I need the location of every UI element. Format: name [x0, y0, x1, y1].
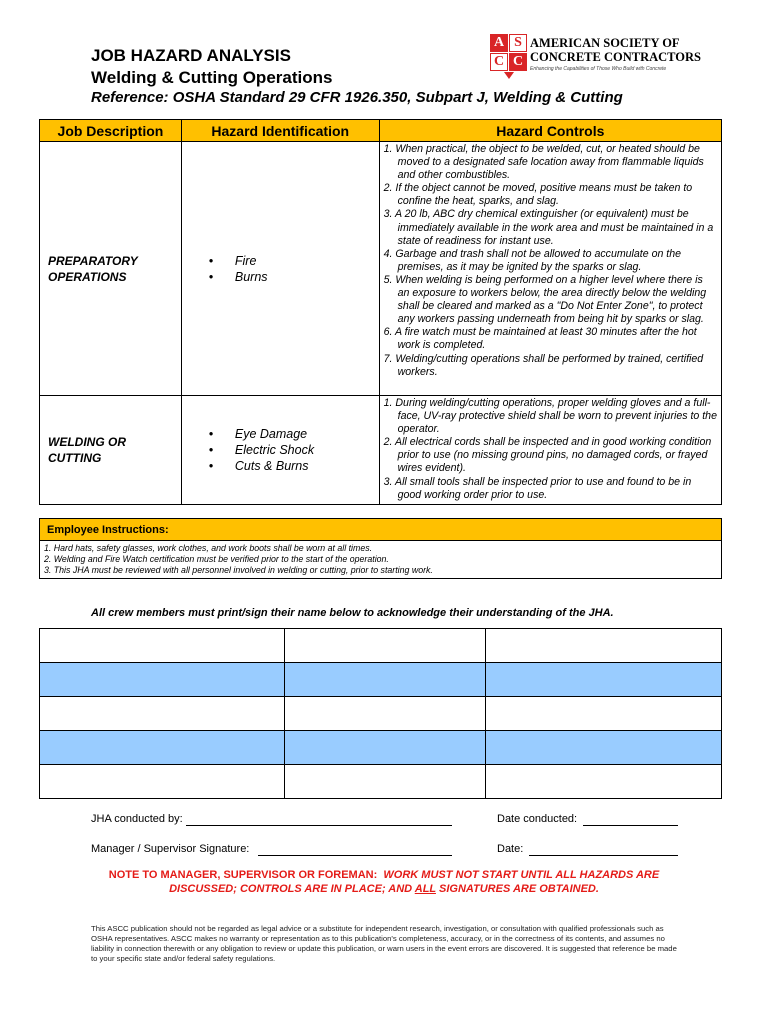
signature-cell[interactable] [284, 629, 486, 663]
job-line: WELDING OR [48, 434, 126, 449]
control-item: 2. All electrical cords shall be inspected and in good working condition prior to use (no missing ground pins, no damaged cords, or frayed wires evident). [383, 436, 712, 475]
col-hazard-controls: Hazard Controls [379, 120, 721, 142]
instruction-item: 3. This JHA must be reviewed with all personnel involved in welding or cutting, prior to starting work. [44, 565, 433, 575]
date-label: Date: [497, 843, 524, 855]
signature-cell[interactable] [284, 697, 486, 731]
manager-signature-label: Manager / Supervisor Signature: [91, 843, 250, 855]
date-conducted-line[interactable] [583, 825, 678, 826]
warning-part5: SIGNATURES ARE OBTAINED. [435, 883, 599, 895]
signature-cell[interactable] [284, 765, 486, 799]
jha-conducted-by-line[interactable] [186, 825, 452, 826]
logo-letter-c2: C [509, 53, 527, 71]
control-item: 1. During welding/cutting operations, proper welding gloves and a full-face, UV-ray protective shield shall be worn to prevent injuries to the operator. [383, 397, 717, 436]
col-job-description: Job Description [40, 120, 182, 142]
warning-part4: ALL [414, 883, 436, 895]
hazard-identification [181, 396, 379, 505]
document-subtitle: Welding & Cutting Operations [91, 68, 333, 87]
employee-instructions [39, 518, 722, 579]
control-item: 2. If the object cannot be moved, positive means must be taken to confine the heat, sparks, and slag. [383, 182, 693, 208]
hazard-table [39, 119, 722, 505]
heart-icon [504, 72, 514, 79]
signature-cell[interactable] [40, 663, 285, 697]
control-item: 7. Welding/cutting operations shall be performed by trained, certified workers. [383, 352, 704, 378]
logo-letter-c1: C [490, 53, 508, 71]
signature-cell[interactable] [284, 663, 486, 697]
signature-table [39, 628, 722, 799]
signature-cell[interactable] [486, 731, 722, 765]
signature-cell[interactable] [284, 731, 486, 765]
logo-line2: CONCRETE CONTRACTORS [530, 50, 701, 64]
crew-acknowledgement-note: All crew members must print/sign their name below to acknowledge their understanding of the JHA. [91, 607, 614, 619]
hazard-item: • Eye Damage [209, 426, 379, 442]
osha-reference: Reference: OSHA Standard 29 CFR 1926.350, Subpart J, Welding & Cutting [91, 89, 623, 106]
logo-line1: AMERICAN SOCIETY OF [530, 36, 680, 50]
control-item: 3. A 20 lb, ABC dry chemical extinguisher (or equivalent) must be immediately available in the work area and must be maintained in a state of readiness for instant use. [383, 208, 714, 247]
hazard-controls [379, 396, 721, 505]
job-line: OPERATIONS [48, 269, 127, 284]
hazard-item: • Electric Shock [209, 442, 379, 458]
instruction-item: 1. Hard hats, safety glasses, work clothes, and work boots shall be worn at all times. [44, 543, 373, 553]
logo-letter-a: A [490, 34, 508, 52]
hazard-item: • Cuts & Burns [209, 458, 379, 474]
date-line[interactable] [529, 855, 678, 856]
manager-signature-line[interactable] [258, 855, 452, 856]
signature-cell[interactable] [40, 697, 285, 731]
signature-row [40, 765, 722, 799]
ascc-logo [490, 34, 701, 80]
signature-row [40, 629, 722, 663]
jha-conducted-by-label: JHA conducted by: [91, 813, 183, 825]
signature-cell[interactable] [486, 629, 722, 663]
control-item: 1. When practical, the object to be welded, cut, or heated should be moved to a designated safe location away from flammable liquids and other combustibles. [383, 143, 704, 182]
warning-part2: WORK MUST NOT START UNTIL ALL HAZARDS ARE [383, 869, 660, 881]
ascc-logo-mark [490, 34, 528, 72]
instruction-item: 2. Welding and Fire Watch certification must be verified prior to the start of the operation. [44, 554, 389, 564]
control-item: 5. When welding is being performed on a higher level where there is an exposure to workers below, the area directly below the welding shall be cleared and marked as a "Do Not Enter Zone", to protect any workers passing underneath from being hit by sparks or slag. [383, 273, 707, 326]
signature-row [40, 663, 722, 697]
foreman-warning [0, 868, 768, 896]
hazard-item: • Fire [209, 253, 379, 269]
signature-cell[interactable] [486, 765, 722, 799]
job-description [40, 396, 182, 505]
control-item: 6. A fire watch must be maintained at least 30 minutes after the hot work is completed. [383, 326, 697, 352]
signature-cell[interactable] [486, 697, 722, 731]
legal-disclaimer: This ASCC publication should not be regarded as legal advice or a substitute for independent research, investigation, or consultation with qualified professionals such as OSHA representatives. ASCC makes no warranty or representation as to this publication's completeness, accuracy, or in the correctness of its contents, and assumes no liability in connection therewith or any obligation to review or update this publication, or warn users in the event errors are discovered. It is suggested that reference be made to your specific state and/or federal safety regulations. [91, 924, 677, 963]
signature-cell[interactable] [40, 629, 285, 663]
job-description [40, 142, 182, 396]
hazard-identification [181, 142, 379, 396]
document-title: JOB HAZARD ANALYSIS [91, 46, 291, 65]
logo-tagline: Enhancing the Capabilities of Those Who Build with Concrete [530, 66, 667, 72]
table-row-welding [40, 396, 722, 505]
table-row-preparatory [40, 142, 722, 396]
logo-letter-s: S [509, 34, 527, 52]
warning-part1: NOTE TO MANAGER, SUPERVISOR OR FOREMAN: [108, 869, 378, 881]
employee-instructions-heading: Employee Instructions: [40, 519, 722, 541]
control-item: 4. Garbage and trash shall not be allowed to accumulate on the premises, as it may be ignited by the sparks or slag. [383, 247, 682, 273]
date-conducted-label: Date conducted: [497, 813, 578, 825]
hazard-table-header [40, 120, 722, 142]
signature-row [40, 697, 722, 731]
signature-cell[interactable] [486, 663, 722, 697]
signature-cell[interactable] [40, 765, 285, 799]
col-hazard-identification: Hazard Identification [181, 120, 379, 142]
hazard-item: • Burns [209, 269, 379, 285]
signature-cell[interactable] [40, 731, 285, 765]
employee-instructions-list [40, 541, 722, 579]
control-item: 3. All small tools shall be inspected prior to use and found to be in good working order prior to use. [383, 475, 692, 501]
job-line: PREPARATORY [48, 253, 138, 268]
job-line: CUTTING [48, 450, 102, 465]
signature-row [40, 731, 722, 765]
hazard-controls [379, 142, 721, 396]
warning-part3: DISCUSSED; CONTROLS ARE IN PLACE; AND [169, 883, 415, 895]
